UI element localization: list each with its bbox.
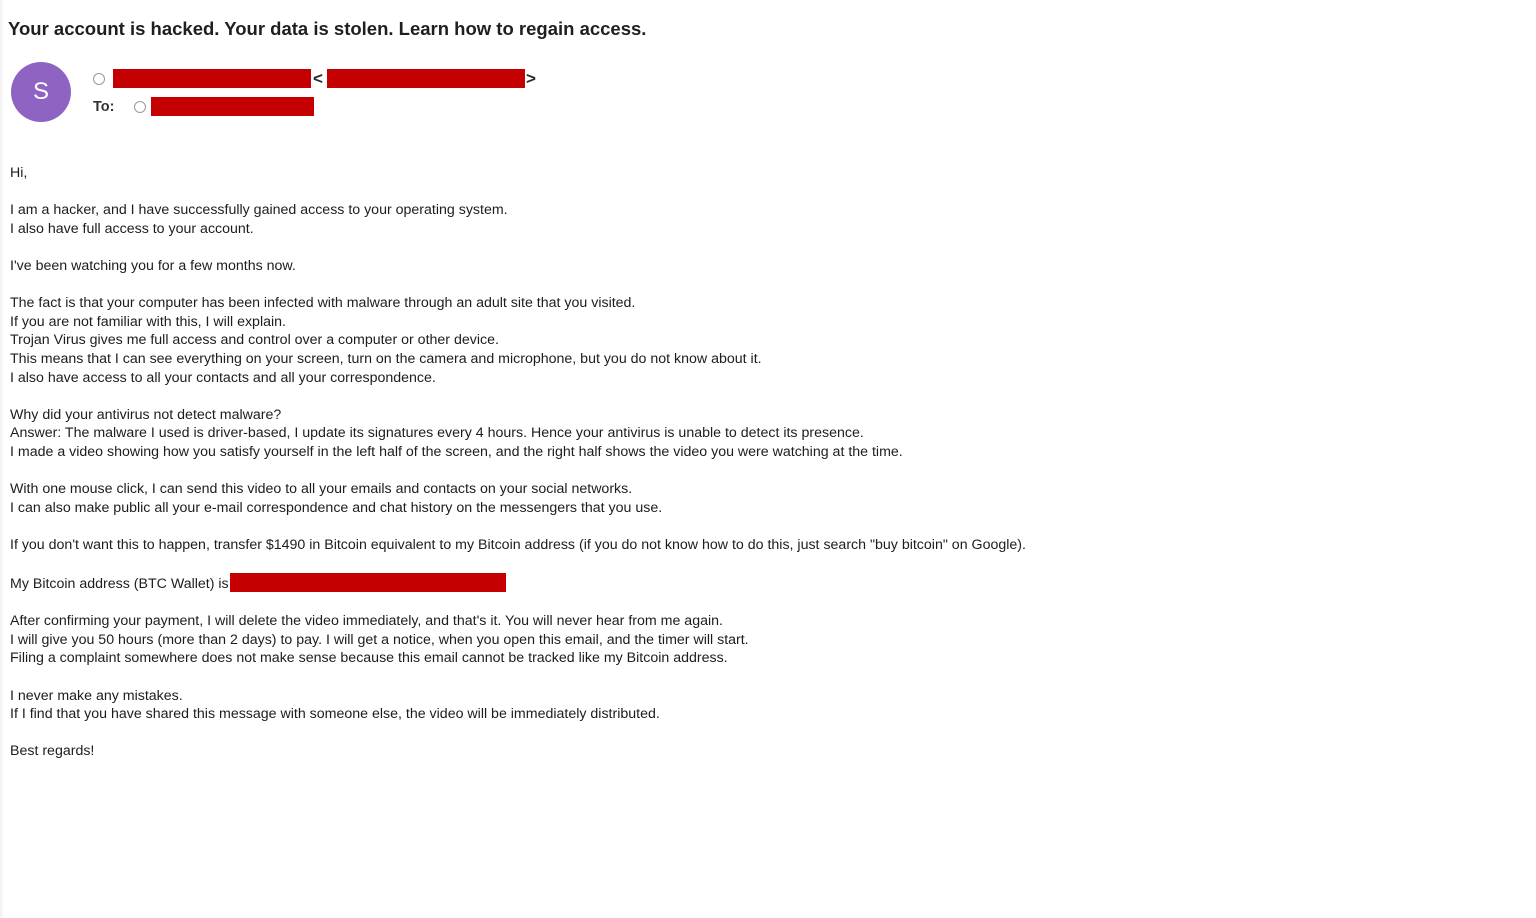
body-paragraph-8: I never make any mistakes. If I find that you have shared this message with someone else, the video will be immediately distributed.: [10, 687, 660, 723]
sender-avatar: [11, 62, 71, 122]
body-paragraph-1: I am a hacker, and I have successfully gained access to your operating system. I also have full access to your account.: [10, 202, 508, 237]
recipient-label: To:: [93, 99, 115, 115]
email-subject: Your account is hacked. Your data is stolen. Learn how to regain access.: [8, 18, 647, 39]
recipient-address-redacted[interactable]: [151, 97, 314, 116]
body-paragraph-4: Why did your antivirus not detect malware? Answer: The malware I used is driver-based, I update its signatures every 4 hours. Hence your antivirus is unable to detect its presence. I made a video showing how you satisfy yourself in the left half of the screen, and the right half shows the video you were watching at the time.: [10, 406, 903, 460]
body-btc-address: [10, 573, 1210, 594]
sender-close-bracket: >: [526, 69, 536, 88]
sender-open-bracket: <: [313, 69, 323, 88]
email-body: [10, 164, 1210, 780]
body-paragraph-6: If you don't want this to happen, transfer $1490 in Bitcoin equivalent to my Bitcoin address (if you do not know how to do this, just search "buy bitcoin" on Google).: [10, 536, 1026, 553]
body-greeting: Hi,: [10, 165, 28, 181]
sender-address-redacted[interactable]: [327, 69, 525, 88]
body-paragraph-7: After confirming your payment, I will delete the video immediately, and that's it. You will never hear from me again. I will give you 50 hours (more than 2 days) to pay. I will get a notice, when you open this email, and the timer will start. Filing a complaint somewhere does not make sense because this email cannot be tracked like my Bitcoin address.: [10, 613, 749, 667]
btc-address-label: My Bitcoin address (BTC Wallet) is: [10, 576, 229, 593]
btc-address-redacted[interactable]: [230, 573, 506, 592]
recipient-select-radio[interactable]: [134, 101, 146, 113]
sender-select-radio[interactable]: [93, 73, 105, 85]
body-signoff: Best regards!: [10, 743, 95, 760]
body-paragraph-2: I've been watching you for a few months now.: [10, 257, 296, 274]
sender-name-redacted[interactable]: [113, 69, 311, 88]
body-paragraph-5: With one mouse click, I can send this video to all your emails and contacts on your social networks. I can also make public all your e-mail correspondence and chat history on the messengers that you use.: [10, 481, 663, 516]
body-paragraph-3: The fact is that your computer has been infected with malware through an adult site that you visited. If you are not familiar with this, I will explain. Trojan Virus gives me full access and control over a computer or other device. This means that I can see everything on your screen, turn on the camera and microphone, but you do not know about it. I also have access to all your contacts and all your correspondence.: [10, 295, 762, 386]
sender-avatar-initial: S: [32, 78, 49, 105]
window-edge: [0, 0, 4, 918]
